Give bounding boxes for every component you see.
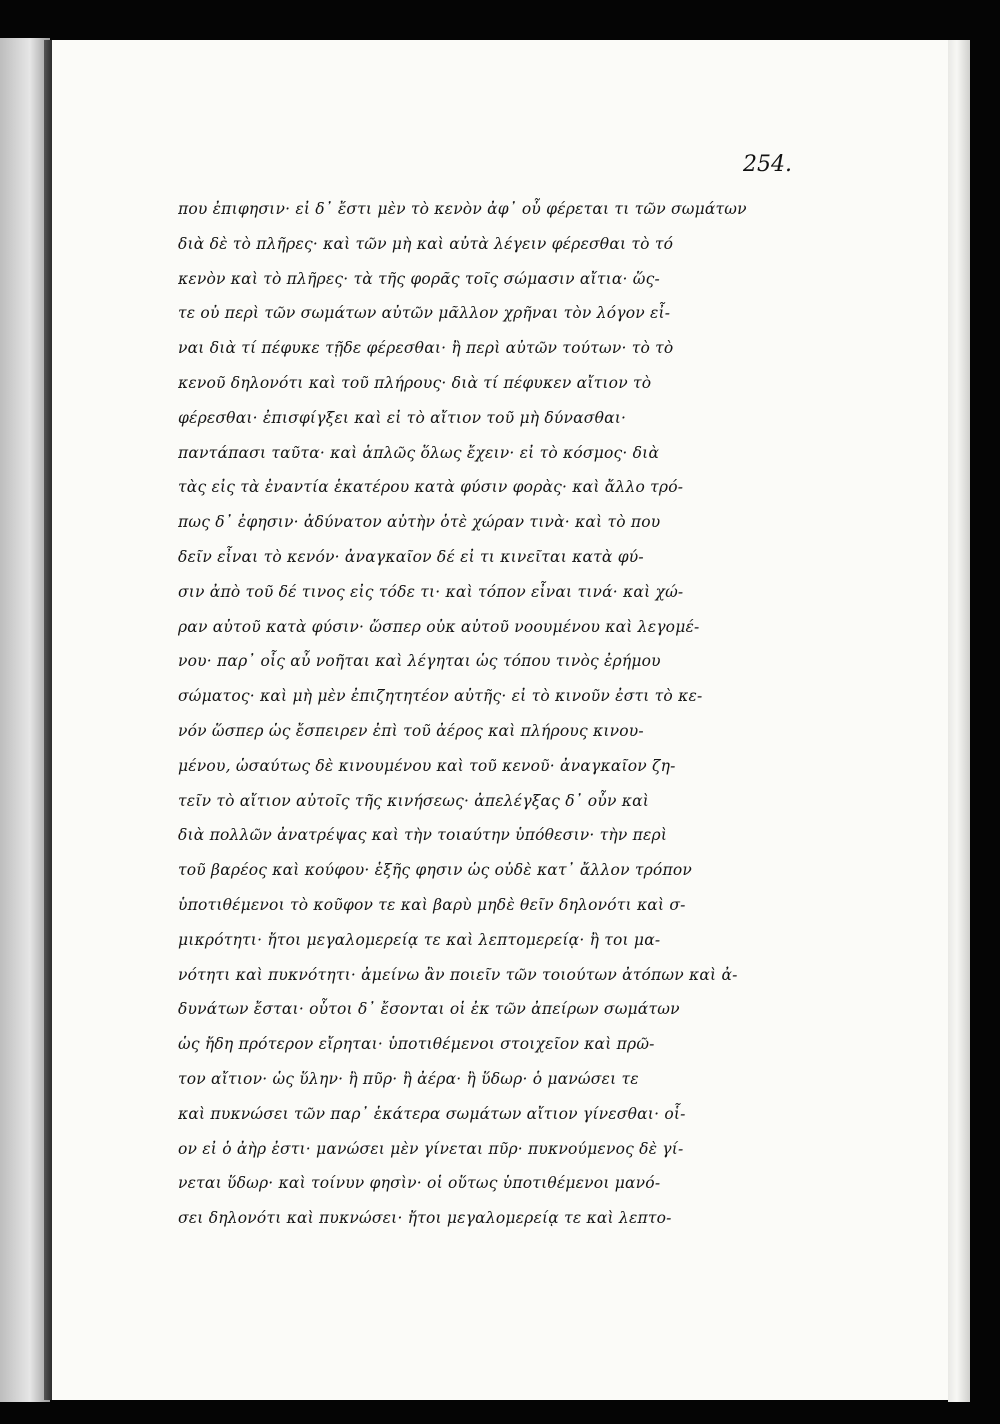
text-line: νόν ὥσπερ ὡς ἔσπειρεν ἐπὶ τοῦ ἀέρος καὶ πλήρους κινου- [178,721,644,740]
text-line: τοῦ βαρέος καὶ κούφου· ἑξῆς φησιν ὡς οὐδὲ κατ᾽ ἄλλον τρόπον [178,861,692,880]
text-line: δυνάτων ἔσται· οὗτοι δ᾽ ἔσονται οἱ ἐκ τῶν ἀπείρων σωμάτων [178,1000,680,1019]
text-line: νου· παρ᾽ οἷς αὖ νοῆται καὶ λέγηται ὡς τόπου τινὸς ἐρήμου [178,652,661,671]
text-line: δεῖν εἶναι τὸ κενόν· ἀναγκαῖον δέ εἰ τι κινεῖται κατὰ φύ- [178,547,644,566]
page-edge [948,40,970,1402]
text-line: πως δ᾽ ἐφησιν· ἀδύνατον αὐτὴν ὁτὲ χώραν τινὰ· καὶ τὸ που [178,513,661,532]
text-line: κενοῦ δηλονότι καὶ τοῦ πλήρους· διὰ τί πέφυκεν αἴτιον τὸ [178,373,652,392]
text-line: νότητι καὶ πυκνότητι· ἀμείνω ἂν ποιεῖν τῶν τοιούτων ἀτόπων καὶ ἀ- [178,965,738,984]
text-line: παντάπασι ταῦτα· καὶ ἁπλῶς ὅλως ἔχειν· εἰ τὸ κόσμος· διὰ [178,443,660,462]
text-line: τεῖν τὸ αἴτιον αὐτοῖς τῆς κινήσεως· ἀπελέγξας δ᾽ οὖν καὶ [178,791,650,810]
manuscript-text [178,192,758,1236]
text-line: ον εἰ ὁ ἀὴρ ἐστι· μανώσει μὲν γίνεται πῦρ· πυκνούμενος δὲ γί- [178,1139,684,1158]
text-line: καὶ πυκνώσει τῶν παρ᾽ ἑκάτερα σωμάτων αἴτιον γίνεσθαι· οἷ- [178,1104,686,1123]
text-line: ναι διὰ τί πέφυκε τῇδε φέρεσθαι· ἢ περὶ αὐτῶν τούτων· τὸ τὸ [178,339,674,358]
text-line: μικρότητι· ἤτοι μεγαλομερείᾳ τε καὶ λεπτομερείᾳ· ἢ τοι μα- [178,930,661,949]
text-line: σιν ἀπὸ τοῦ δέ τινος εἰς τόδε τι· καὶ τόπον εἶναι τινά· καὶ χώ- [178,582,684,601]
text-line: σώματος· καὶ μὴ μὲν ἐπιζητητέον αὐτῆς· εἰ τὸ κινοῦν ἐστι τὸ κε- [178,687,703,706]
text-line: νεται ὕδωρ· καὶ τοίνυν φησὶν· οἱ οὕτως ὑποτιθέμενοι μανό- [178,1174,661,1193]
text-line: διὰ πολλῶν ἀνατρέψας καὶ τὴν τοιαύτην ὑπόθεσιν· τὴν περὶ [178,826,668,845]
text-line: τε οὐ περὶ τῶν σωμάτων αὐτῶν μᾶλλον χρῆναι τὸν λόγον εἶ- [178,304,671,323]
text-line: φέρεσθαι· ἐπισφίγξει καὶ εἰ τὸ αἴτιον τοῦ μὴ δύνασθαι· [178,408,627,427]
text-line: κενὸν καὶ τὸ πλῆρες· τὰ τῆς φορᾶς τοῖς σώμασιν αἴτια· ὥς- [178,269,660,288]
folio-number: 254. [743,152,792,177]
text-line: μένου, ὡσαύτως δὲ κινουμένου καὶ τοῦ κενοῦ· ἀναγκαῖον ζη- [178,756,676,775]
text-line: ραν αὐτοῦ κατὰ φύσιν· ὥσπερ οὐκ αὐτοῦ νοουμένου καὶ λεγομέ- [178,617,700,636]
text-line: ὑποτιθέμενοι τὸ κοῦφον τε καὶ βαρὺ μηδὲ θεῖν δηλονότι καὶ σ- [178,895,686,914]
text-line: διὰ δὲ τὸ πλῆρες· καὶ τῶν μὴ καὶ αὐτὰ λέγειν φέρεσθαι τὸ τό [178,234,674,253]
text-line: ὡς ἤδη πρότερον εἴρηται· ὑποτιθέμενοι στοιχεῖον καὶ πρῶ- [178,1035,655,1054]
text-line: σει δηλονότι καὶ πυκνώσει· ἤτοι μεγαλομερείᾳ τε καὶ λεπτο- [178,1209,672,1228]
text-line: τὰς εἰς τὰ ἐναντία ἑκατέρου κατὰ φύσιν φορὰς· καὶ ἄλλο τρό- [178,478,684,497]
text-line: τον αἴτιον· ὡς ὕλην· ἢ πῦρ· ἢ ἀέρα· ἢ ὕδωρ· ὁ μανώσει τε [178,1069,639,1088]
text-line: που ἐπιφησιν· εἰ δ᾽ ἔστι μὲν τὸ κενὸν ἀφ᾽ οὗ φέρεται τι τῶν σωμάτων [178,200,747,218]
facing-page-edge [0,38,50,1402]
